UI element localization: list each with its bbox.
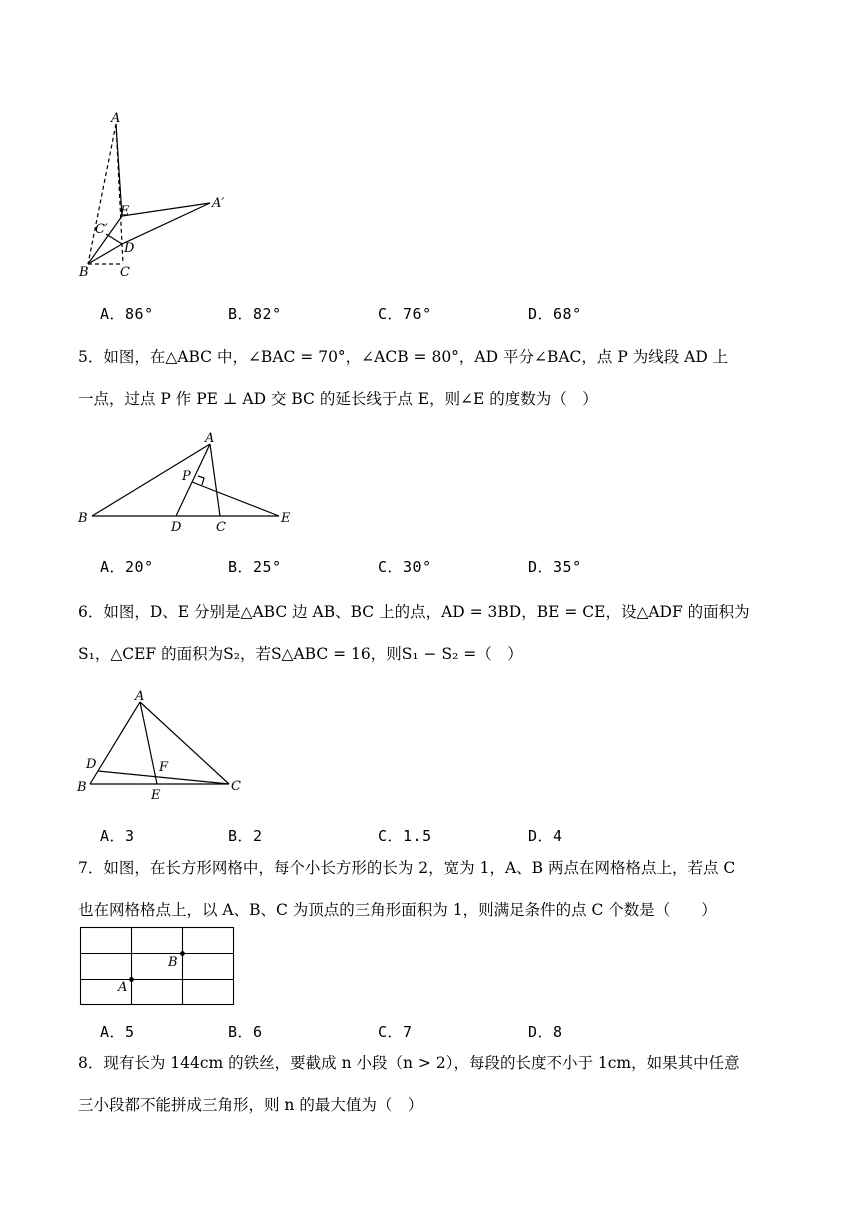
q7-grid-figure xyxy=(76,924,238,1008)
q7-line-2: 也在网格格点上，以 A、B、C 为顶点的三角形面积为 1，则满足条件的点 C 个数是（ ） xyxy=(78,901,717,919)
q5-label-C: C xyxy=(216,520,226,535)
q5-text xyxy=(78,336,790,420)
q4-label-D: D xyxy=(124,241,135,256)
q4-label-E: E xyxy=(120,204,130,219)
q6-label-F: F xyxy=(159,760,169,775)
q6-line-2: S₁，△CEF 的面积为S₂，若S△ABC = 16，则S₁ − S₂ =（ ） xyxy=(78,645,523,663)
q6-line-1: 6．如图，D、E 分别是△ABC 边 AB、BC 上的点，AD = 3BD，BE = CE，设△ADF 的面积为 xyxy=(78,603,750,621)
q8-text xyxy=(78,1042,790,1126)
q5-option-c: C．30° xyxy=(378,558,432,576)
q5-label-P: P xyxy=(182,469,191,484)
q4-option-d: D．68° xyxy=(528,305,582,323)
q4-label-C: C xyxy=(120,265,130,280)
q6-option-c: C．1.5 xyxy=(378,827,432,845)
q7-point-a xyxy=(129,977,134,982)
q4-label-A-prime: A′ xyxy=(212,196,225,211)
q5-line-2: 一点，过点 P 作 PE ⊥ AD 交 BC 的延长线于点 E，则∠E 的度数为（ ） xyxy=(78,390,598,408)
q6-label-D: D xyxy=(86,757,97,772)
q4-option-a: A．86° xyxy=(100,305,154,323)
q5-label-B: B xyxy=(78,511,88,526)
q7-option-d: D．8 xyxy=(528,1023,563,1041)
q7-point-b xyxy=(180,951,185,956)
q4-option-c: C．76° xyxy=(378,305,432,323)
q6-label-E: E xyxy=(151,788,161,803)
q7-label-A: A xyxy=(118,980,128,995)
q5-line-1: 5．如图，在△ABC 中，∠BAC = 70°，∠ACB = 80°，AD 平分∠BAC，点 P 为线段 AD 上 xyxy=(78,348,729,366)
q5-option-d: D．35° xyxy=(528,558,582,576)
q5-figure xyxy=(74,428,300,536)
q5-option-b: B．25° xyxy=(228,558,282,576)
q5-label-E: E xyxy=(281,511,291,526)
q6-text xyxy=(78,591,790,675)
q4-figure xyxy=(76,108,246,284)
q6-option-b: B．2 xyxy=(228,827,263,845)
q4-label-A: A xyxy=(111,111,121,126)
q7-option-b: B．6 xyxy=(228,1023,263,1041)
q7-option-a: A．5 xyxy=(100,1023,135,1041)
q6-label-B: B xyxy=(77,780,87,795)
q8-line-2: 三小段都不能拼成三角形，则 n 的最大值为（ ） xyxy=(78,1096,424,1114)
q4-option-b: B．82° xyxy=(228,305,282,323)
q7-line-1: 7．如图，在长方形网格中，每个小长方形的长为 2，宽为 1，A、B 两点在网格格点上，若点 C xyxy=(78,859,736,877)
q6-label-A: A xyxy=(135,689,145,704)
q7-label-B: B xyxy=(168,955,178,970)
q5-label-D: D xyxy=(171,520,182,535)
q7-option-c: C．7 xyxy=(378,1023,413,1041)
q6-option-d: D．4 xyxy=(528,827,563,845)
q4-label-B: B xyxy=(79,265,89,280)
q5-label-A: A xyxy=(205,431,215,446)
q6-option-a: A．3 xyxy=(100,827,135,845)
q5-option-a: A．20° xyxy=(100,558,154,576)
q8-line-1: 8．现有长为 144cm 的铁丝，要截成 n 小段（n > 2），每段的长度不小于 1cm，如果其中任意 xyxy=(78,1054,740,1072)
q4-label-C-prime: C′ xyxy=(95,222,108,237)
q6-label-C: C xyxy=(231,779,241,794)
q7-text xyxy=(78,847,790,931)
q6-figure xyxy=(74,684,254,804)
